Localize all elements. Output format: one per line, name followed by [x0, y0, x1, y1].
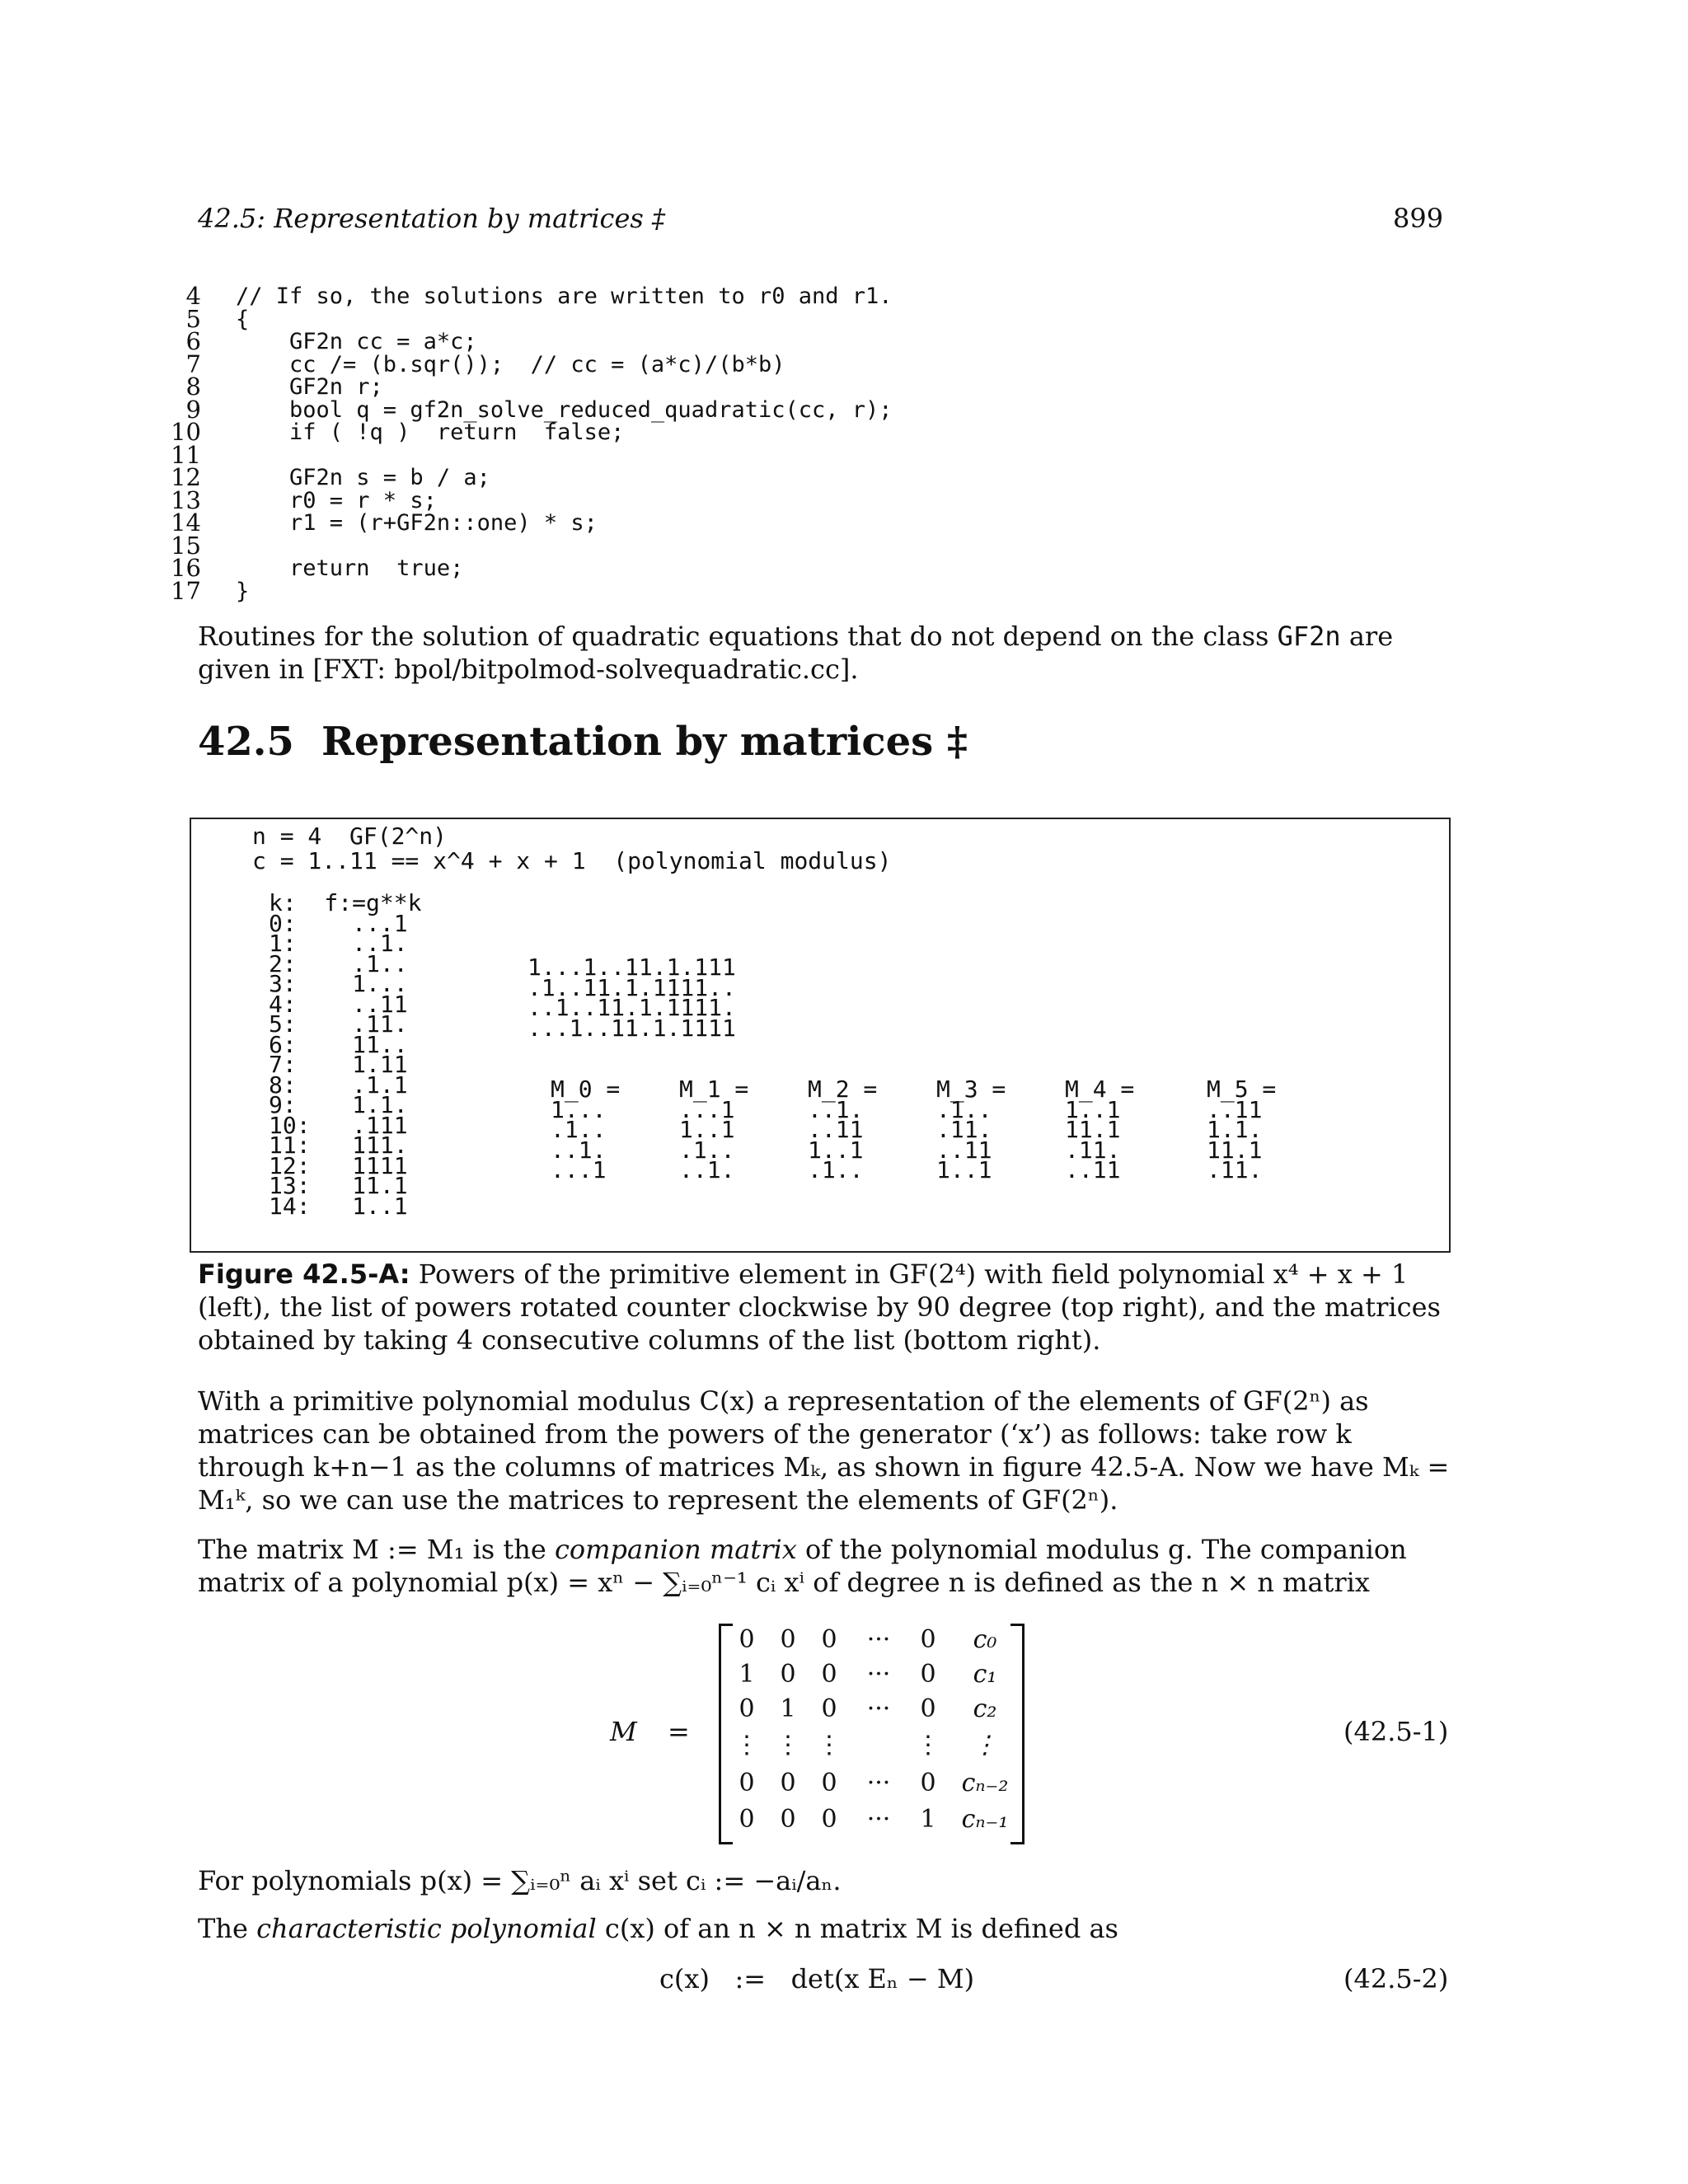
inline-code: GF2n: [1277, 621, 1341, 652]
matrix-cell: ⋮: [916, 1731, 940, 1760]
matrix-cell: ⋮: [817, 1731, 842, 1760]
equation-lhs: M: [610, 1716, 637, 1747]
matrix-cell: ···: [866, 1694, 891, 1723]
code-line-numbers: 4 5 6 7 8 9 10 11 12 13 14 15 16 17: [171, 282, 201, 605]
matrix-cell: 0: [821, 1660, 837, 1689]
matrix-cell: 0: [920, 1625, 936, 1654]
paragraph-polynomials: For polynomials p(x) = ∑ᵢ₌₀ⁿ aᵢ xⁱ set cᵢ := −aᵢ/aₙ.: [198, 1865, 842, 1896]
matrix-label: M_2 =: [808, 1076, 878, 1103]
matrix-cell: 0: [780, 1625, 796, 1654]
equation-characteristic-polynomial: c(x) := det(x Eₙ − M): [659, 1963, 975, 1994]
matrix-cell: 0: [780, 1805, 796, 1834]
matrix-rows: 1..1 11.1 .11. ..11: [1065, 1095, 1121, 1183]
paragraph-companion-matrix: [198, 1533, 1451, 1599]
figure-caption: [198, 1258, 1451, 1357]
powers-table: k: f:=g**k 0: ...1 1: ..1. 2: .1.. 3: 1... 4: ..11 5: .11. 6: 11.. 7: 1.11 8: .1.1 9: 1.1. 10: .111 11: 111. 12: 1111 13: 11.1 14: 1..1: [269, 889, 422, 1220]
matrix-cell: 0: [738, 1805, 755, 1834]
matrix-m4: [1065, 1076, 1135, 1183]
matrix-cell: 0: [821, 1625, 837, 1654]
matrix-m1: [679, 1076, 749, 1183]
rotated-powers: 1...1..11.1.111 .1..11.1.1111.. ..1..11.1.1111. ...1..11.1.1111: [528, 954, 736, 1042]
paragraph-routines: [198, 620, 1451, 686]
matrix-cell: 0: [821, 1694, 837, 1723]
matrix-cell: c₂: [973, 1694, 997, 1723]
section-title: Representation by matrices ‡: [321, 719, 968, 765]
section-number: 42.5: [198, 719, 294, 765]
matrix-cell: 0: [780, 1660, 796, 1689]
matrix-cell: ···: [866, 1625, 891, 1654]
equation-number: (42.5-2): [1343, 1963, 1449, 1994]
equation-number: (42.5-1): [1343, 1716, 1449, 1747]
matrix-cell: 0: [920, 1769, 936, 1797]
code-listing: // If so, the solutions are written to r0 and r1. { GF2n cc = a*c; cc /= (b.sqr()); // cc = (a*c)/(b*b) GF2n r; bool q = gf2n_solve_reduced_quadratic(cc, r); if ( !q ) return false; GF2n s = b / a; r0 = r * s; r1 = (r+GF2n::one) * s; return true; }: [236, 284, 893, 604]
matrix-cell: 0: [821, 1805, 837, 1834]
section-heading: [198, 719, 968, 765]
matrix-label: M_0 =: [551, 1076, 621, 1103]
matrix-rows: ..11 1.1. 11.1 .11.: [1207, 1095, 1263, 1183]
matrix-cell: cₙ₋₁: [961, 1805, 1009, 1834]
matrix-cell: cₙ₋₂: [961, 1769, 1009, 1797]
matrix-cell: 0: [920, 1694, 936, 1723]
matrix-cell: ···: [866, 1805, 891, 1834]
matrix-cell: ···: [866, 1660, 891, 1689]
figure-caption-text: Powers of the primitive element in GF(2⁴) with field polynomial x⁴ + x + 1 (left), the list of powers rotated counter clockwise by 90 degree (top right), and the matrices obtained by taking 4 consecutive columns of the list (bottom right).: [198, 1258, 1441, 1356]
matrix-cell: ⋮: [973, 1731, 997, 1760]
paragraph-text: of the polynomial modulus g. The companion matrix of a polynomial p(x) = xⁿ − ∑ᵢ₌₀ⁿ⁻¹ cᵢ xⁱ of degree n is defined as the n × n matrix: [198, 1534, 1407, 1598]
matrix-label: M_1 =: [679, 1076, 749, 1103]
matrix-cell: 0: [738, 1769, 755, 1797]
matrix-m5: [1207, 1076, 1277, 1183]
matrix-cell: 0: [780, 1769, 796, 1797]
matrix-label: M_5 =: [1207, 1076, 1277, 1103]
matrix-rows: 1... .1.. ..1. ...1: [551, 1095, 607, 1183]
matrix-cell: 0: [920, 1660, 936, 1689]
paragraph-text: The matrix M := M₁ is the: [198, 1534, 555, 1565]
matrix-cell: 0: [821, 1769, 837, 1797]
matrix-m0: [551, 1076, 621, 1183]
matrix-label: M_4 =: [1065, 1076, 1135, 1103]
matrix-cell: c₀: [973, 1625, 997, 1654]
equation-equals: =: [668, 1716, 690, 1747]
matrix-m3: [936, 1076, 1006, 1183]
emphasized-term: characteristic polynomial: [256, 1913, 597, 1944]
matrix-cell: 1: [780, 1694, 796, 1723]
page-number: 899: [1393, 203, 1444, 234]
matrix-m2: [808, 1076, 878, 1183]
matrix-cell: 0: [738, 1694, 755, 1723]
figure-caption-label: Figure 42.5-A:: [198, 1258, 410, 1290]
paragraph-text: c(x) of an n × n matrix M is defined as: [596, 1913, 1118, 1944]
matrix-rows: ...1 1..1 .1.. ..1.: [679, 1095, 735, 1183]
paragraph-text: The: [198, 1913, 257, 1944]
matrix-label: M_3 =: [936, 1076, 1006, 1103]
matrix-cell: 1: [738, 1660, 755, 1689]
matrix-rows: ..1. ..11 1..1 .1..: [808, 1095, 864, 1183]
figure-header-text: n = 4 GF(2^n) c = 1..11 == x^4 + x + 1 (polynomial modulus): [252, 823, 892, 874]
matrix-cell: 1: [920, 1805, 936, 1834]
paragraph-text: are given in [FXT: bpol/bitpolmod-solvequadratic.cc].: [198, 621, 1394, 685]
paragraph-representation: With a primitive polynomial modulus C(x) a representation of the elements of GF(2ⁿ) as matrices can be obtained from the powers of the generator (‘x’) as follows: take row k through k+n−1 as the columns of matrices Mₖ, as shown in figure 42.5-A. Now we have Mₖ = M₁ᵏ, so we can use the matrices to represent the elements of GF(2ⁿ).: [198, 1385, 1450, 1516]
matrix-cell: ···: [866, 1769, 891, 1797]
paragraph-characteristic-polynomial: [198, 1912, 1451, 1945]
running-header: 42.5: Representation by matrices ‡: [198, 203, 665, 234]
matrix-rows: .1.. .11. ..11 1..1: [936, 1095, 992, 1183]
matrix-cell: ⋮: [734, 1731, 759, 1760]
matrix-cell: 0: [738, 1625, 755, 1654]
paragraph-text: Routines for the solution of quadratic equations that do not depend on the class: [198, 621, 1278, 652]
matrix-cell: ⋮: [776, 1731, 800, 1760]
emphasized-term: companion matrix: [554, 1534, 797, 1565]
matrix-cell: c₁: [973, 1660, 997, 1689]
